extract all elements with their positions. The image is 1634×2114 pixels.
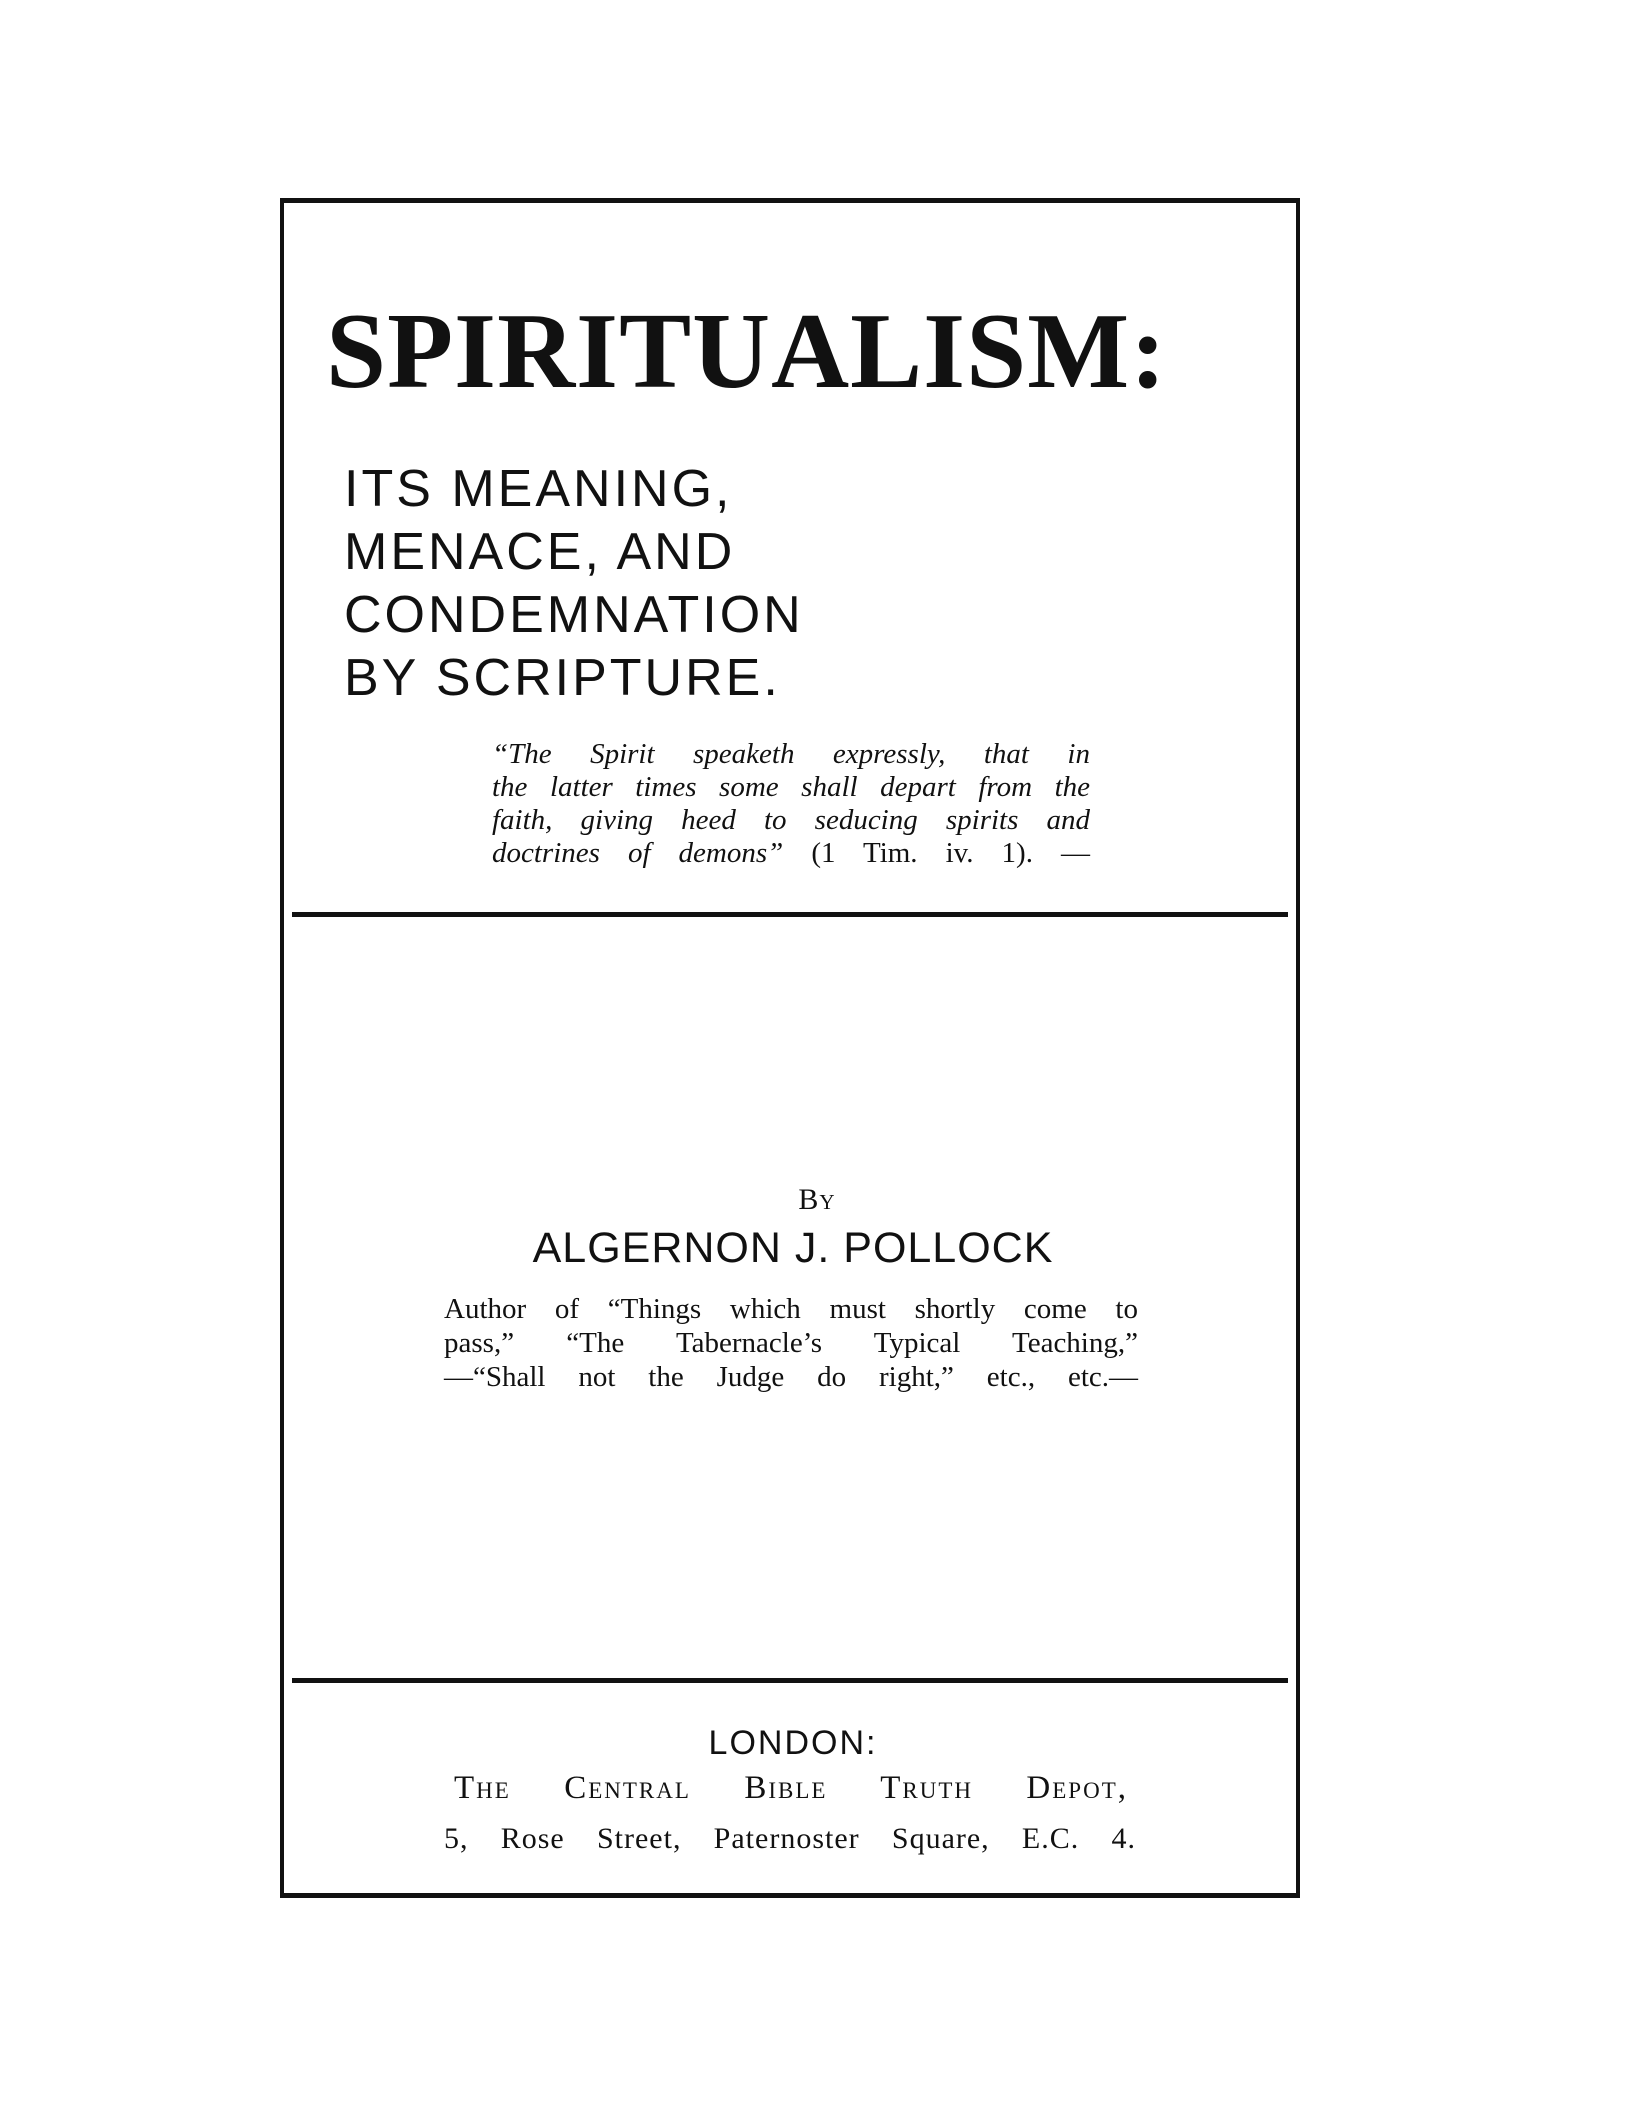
epigraph-line: doctrines of demons”: [492, 837, 784, 869]
epigraph: [492, 738, 1090, 870]
credit-line: pass,” “The Tabernacle’s Typical Teaching,”: [444, 1327, 1138, 1359]
epigraph-line: “The Spirit speaketh expressly, that in: [492, 738, 1090, 770]
credit-line: Author of “Things which must shortly come to: [444, 1293, 1138, 1325]
book-title: SPIRITUALISM:: [326, 292, 1168, 411]
lower-divider: [292, 1678, 1288, 1683]
subtitle-line: MENACE, AND: [344, 523, 736, 581]
subtitle-line: CONDEMNATION: [344, 586, 804, 644]
title-page-frame: [280, 198, 1300, 1898]
epigraph-last-line: [492, 837, 1090, 870]
subtitle-line: ITS MEANING,: [344, 460, 733, 518]
credit-line: —“Shall not the Judge do right,” etc., etc.—: [444, 1361, 1138, 1393]
subtitle-line: BY SCRIPTURE.: [344, 649, 781, 707]
imprint-address: 5, Rose Street, Paternoster Square, E.C. 4.: [444, 1822, 1136, 1855]
imprint-publisher: The Central Bible Truth Depot,: [454, 1770, 1128, 1806]
epigraph-line: the latter times some shall depart from the: [492, 771, 1090, 803]
epigraph-line: faith, giving heed to seducing spirits and: [492, 804, 1090, 836]
author-name: ALGERNON J. POLLOCK: [532, 1224, 1054, 1272]
epigraph-reference: (1 Tim. iv. 1). —: [783, 837, 1090, 869]
author-credits: [444, 1292, 1138, 1394]
by-label: By: [798, 1183, 836, 1216]
imprint-place: LONDON:: [708, 1724, 878, 1762]
book-subtitle: [344, 458, 804, 710]
upper-divider: [292, 912, 1288, 917]
